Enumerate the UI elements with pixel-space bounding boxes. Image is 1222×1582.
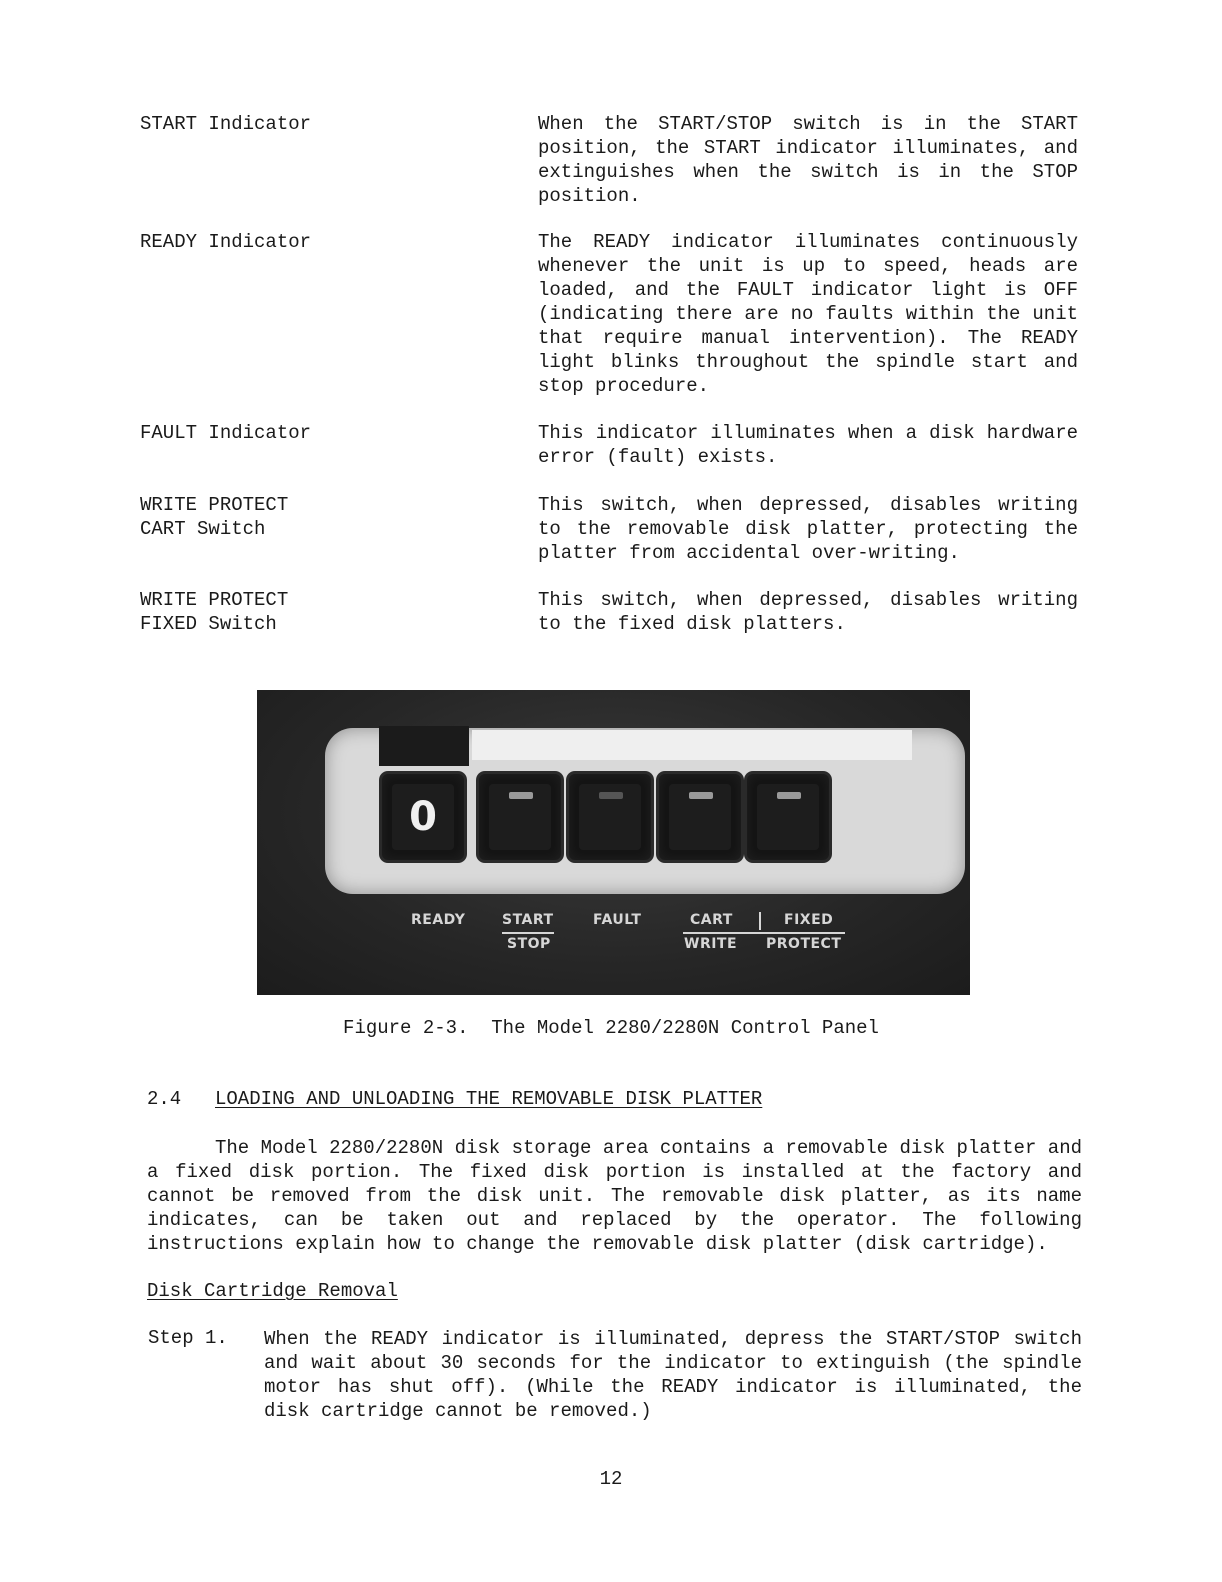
figure-caption: Figure 2-3. The Model 2280/2280N Control Panel [343,1017,879,1039]
panel-dark-block [379,726,469,766]
fault-lamp-icon [599,792,623,799]
panel-label-ready: READY [411,912,466,928]
def-term-fault: FAULT Indicator [140,422,312,444]
cart-lamp-icon [689,792,713,799]
panel-top-strip [472,730,912,760]
def-desc-ready: The READY indicator illuminates continuously whenever the unit is up to speed, heads are loaded, and the FAULT indicator light is OFF (indicating there are no faults within the unit that require manual intervention). The READY light blinks throughout the spindle start and stop procedure. [538,231,1078,397]
def-desc-write-protect-fixed: This switch, when depressed, disables writing to the fixed disk platters. [538,589,1078,635]
write-protect-divider [683,932,845,934]
key-digit: 0 [409,794,437,840]
panel-label-write: WRITE [684,936,738,952]
def-desc-fault: This indicator illuminates when a disk hardware error (fault) exists. [538,422,1078,468]
def-term-start: START Indicator [140,113,312,135]
panel-label-cart: CART [690,912,733,928]
panel-label-protect: PROTECT [766,936,842,952]
control-panel-figure [257,690,970,995]
def-desc-write-protect-cart: This switch, when depressed, disables writing to the removable disk platter, protecting the platter from accidental over-writing. [538,494,1078,564]
write-protect-cart-key [659,774,741,860]
panel-label-fixed: FIXED [784,912,834,928]
fixed-lamp-icon [777,792,801,799]
cart-fixed-divider [759,912,761,930]
panel-label-start: START [502,912,554,928]
ready-key [382,774,464,860]
def-term-ready: READY Indicator [140,231,312,253]
panel-label-fault: FAULT [593,912,642,928]
start-lamp-icon [509,792,533,799]
def-term-write-protect-fixed: WRITE PROTECT FIXED Switch [140,589,289,635]
section-number: 2.4 [147,1088,182,1110]
panel-label-stop: STOP [507,936,551,952]
section-title: LOADING AND UNLOADING THE REMOVABLE DISK PLATTER [215,1088,763,1110]
section-paragraph: The Model 2280/2280N disk storage area contains a removable disk platter and a fixed disk portion. The fixed disk portion is installed at the factory and cannot be removed from the disk unit. The removable disk platter, as its name indicates, can be taken out and replaced by the operator. The following instructions explain how to change the removable disk platter (disk cartridge). [147,1137,1082,1255]
start-stop-divider [502,932,554,934]
page-number: 12 [599,1468,623,1490]
start-stop-key [479,774,561,860]
write-protect-fixed-key [747,774,829,860]
subsection-title: Disk Cartridge Removal [147,1280,398,1302]
step-1-label: Step 1. [148,1327,228,1349]
def-term-write-protect-cart: WRITE PROTECT CART Switch [140,494,289,540]
step-1-text: When the READY indicator is illuminated, depress the START/STOP switch and wait about 30 seconds for the indicator to extinguish (the spindle motor has shut off). (While the READY indicator is illuminated, the disk cartridge cannot be removed.) [264,1328,1082,1422]
fault-key [569,774,651,860]
def-desc-start: When the START/STOP switch is in the START position, the START indicator illuminates, and extinguishes when the switch is in the STOP position. [538,113,1078,207]
